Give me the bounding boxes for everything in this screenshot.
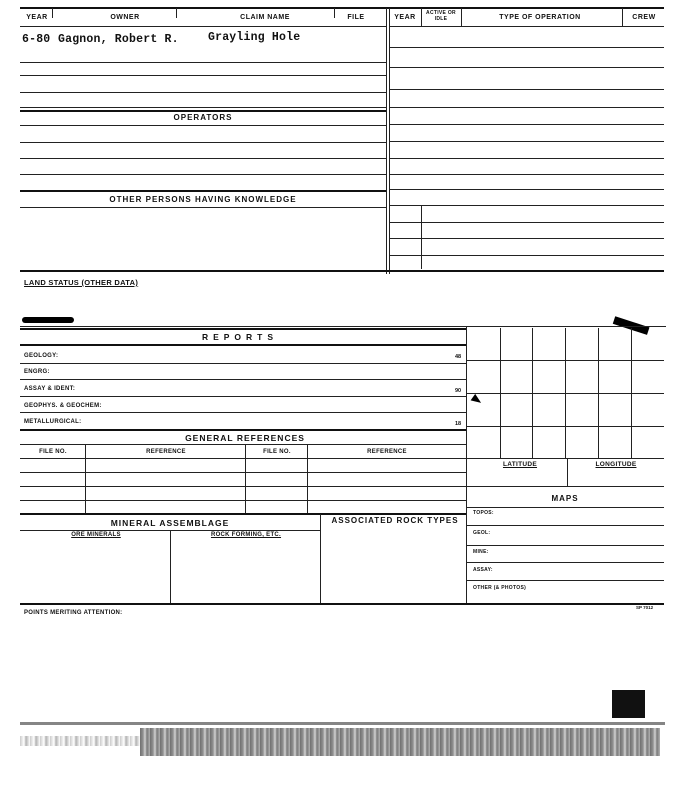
report-num-assay: 90 <box>455 388 462 394</box>
report-row-engrg: ENGRG: <box>24 369 50 375</box>
header-active-or-idle: ACTIVE OR IDLE <box>426 10 456 22</box>
gr-header-reference-1: REFERENCE <box>146 449 186 455</box>
header-owner: OWNER <box>110 14 140 21</box>
land-status-label: LAND STATUS (OTHER DATA) <box>24 278 139 287</box>
longitude-label: LONGITUDE <box>595 461 637 468</box>
report-row-assay: ASSAY & IDENT: <box>24 386 76 392</box>
form-number: SP 7012 <box>636 605 654 610</box>
points-meriting-attention-label: POINTS MERITING ATTENTION: <box>24 610 123 616</box>
maps-row-assay: ASSAY: <box>473 567 493 573</box>
report-row-geophys: GEOPHYS. & GEOCHEM: <box>24 403 102 409</box>
ore-minerals-label: ORE MINERALS <box>71 532 121 538</box>
gr-header-file-no-2: FILE NO. <box>263 449 291 455</box>
header-year: YEAR <box>26 14 48 21</box>
arrow-mark-icon <box>471 394 484 406</box>
header-year-2: YEAR <box>394 14 416 21</box>
entry-owner: Gagnon, Robert R. <box>58 33 179 46</box>
header-crew: CREW <box>632 14 656 21</box>
other-persons-heading: OTHER PERSONS HAVING KNOWLEDGE <box>109 195 297 204</box>
maps-row-topos: TOPOS: <box>473 510 494 516</box>
maps-row-geol: GEOL: <box>473 530 491 536</box>
mineral-assemblage-title: MINERAL ASSEMBLAGE <box>110 518 230 528</box>
maps-title: MAPS <box>551 494 579 503</box>
report-num-geology: 48 <box>455 354 462 360</box>
maps-row-mine: MINE: <box>473 549 489 555</box>
rock-forming-label: ROCK FORMING, ETC. <box>210 532 282 538</box>
maps-row-other: OTHER (& PHOTOS) <box>473 585 527 591</box>
entry-claim-name: Grayling Hole <box>208 31 301 44</box>
report-num-metallurgical: 18 <box>455 421 462 427</box>
header-type-of-operation: TYPE OF OPERATION <box>499 14 581 21</box>
header-file: FILE <box>347 14 365 21</box>
gr-header-file-no-1: FILE NO. <box>39 449 67 455</box>
general-references-title: GENERAL REFERENCES <box>185 433 305 443</box>
entry-year: 6-80 <box>22 33 51 46</box>
report-row-geology: GEOLOGY: <box>24 353 59 359</box>
operators-heading: OPERATORS <box>173 113 233 122</box>
header-claim-name: CLAIM NAME <box>240 14 290 21</box>
report-row-metallurgical: METALLURGICAL: <box>24 419 82 425</box>
associated-rock-types-title: ASSOCIATED ROCK TYPES <box>331 516 459 525</box>
latitude-label: LATITUDE <box>502 461 538 468</box>
reports-title: REPORTS <box>201 332 279 342</box>
gr-header-reference-2: REFERENCE <box>367 449 407 455</box>
